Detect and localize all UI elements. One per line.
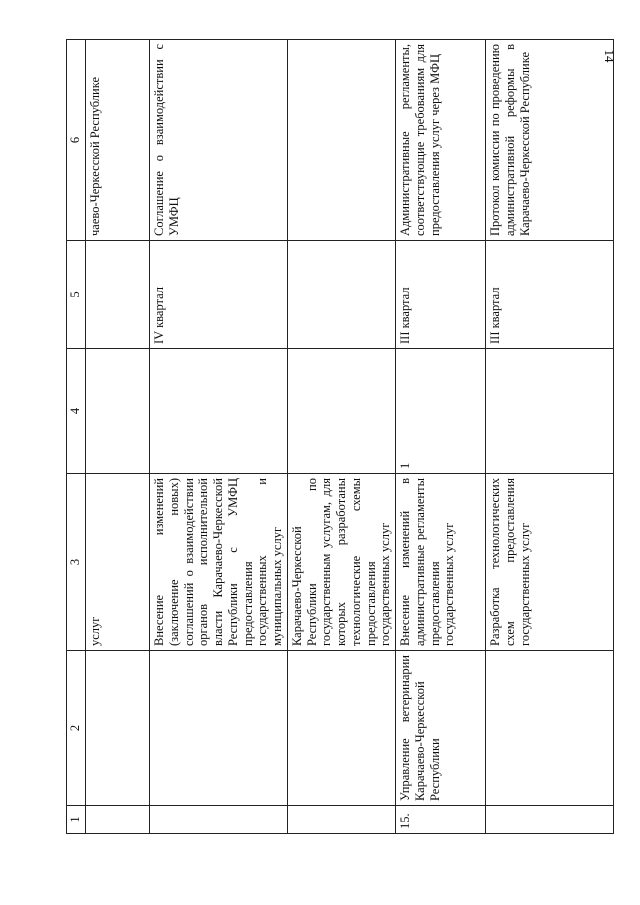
cell-number [150, 806, 288, 834]
header-col-1: 1 [67, 806, 86, 834]
cell-deadline: III квартал [486, 241, 614, 349]
cell-measure: Внесение изменений в административные регламенты предоставления государственных услуг [396, 474, 486, 651]
table-row [150, 40, 288, 834]
page-number: 14 [602, 49, 617, 63]
cell-number [287, 806, 395, 834]
header-col-6: 6 [67, 40, 86, 241]
cell-count [287, 349, 395, 474]
cell-count [150, 349, 288, 474]
cell-measure: Разработка технологических схем предоставления государственных услуг [486, 474, 614, 651]
table-row [86, 40, 150, 834]
cell-executor [486, 651, 614, 806]
cell-executor: Управление ветеринарии Карачаево-Черкесской Республики [396, 651, 486, 806]
cell-number [86, 806, 150, 834]
cell-deadline [86, 241, 150, 349]
cell-result: чаево-Черкесской Республике [86, 40, 150, 241]
cell-deadline: III квартал [396, 241, 486, 349]
cell-count: 1 [396, 349, 486, 474]
header-col-2: 2 [67, 651, 86, 806]
cell-executor [86, 651, 150, 806]
measures-table [66, 39, 614, 834]
cell-number [486, 806, 614, 834]
cell-deadline: IV квартал [150, 241, 288, 349]
table-row [396, 40, 486, 834]
cell-result [287, 40, 395, 241]
cell-executor [287, 651, 395, 806]
rotated-table-container [66, 40, 614, 834]
cell-number: 15. [396, 806, 486, 834]
cell-result: Соглашение о взаимодействии с УМФЦ [150, 40, 288, 241]
cell-result: Протокол комиссии по проведению административной реформы в Карачаево-Черкесской Республике [486, 40, 614, 241]
table-row [287, 40, 395, 834]
cell-deadline [287, 241, 395, 349]
header-col-5: 5 [67, 241, 86, 349]
cell-measure: Карачаево-Черкесской Республики по государственным услугам, для которых разработаны технологические схемы предоставления государственных услуг [287, 474, 395, 651]
cell-measure: услуг [86, 474, 150, 651]
header-row [67, 40, 86, 834]
header-col-4: 4 [67, 349, 86, 474]
cell-measure: Внесение изменений (заключение новых) соглашений о взаимодействии органов исполнительной власти Карачаево-Черкесской Республики с УМФЦ предоставления государственных и муниципальных услуг [150, 474, 288, 651]
cell-count [486, 349, 614, 474]
header-col-3: 3 [67, 474, 86, 651]
cell-result: Административные регламенты, соответствующие требованиям для предоставления услуг через МФЦ [396, 40, 486, 241]
table-row [486, 40, 614, 834]
cell-executor [150, 651, 288, 806]
cell-count [86, 349, 150, 474]
